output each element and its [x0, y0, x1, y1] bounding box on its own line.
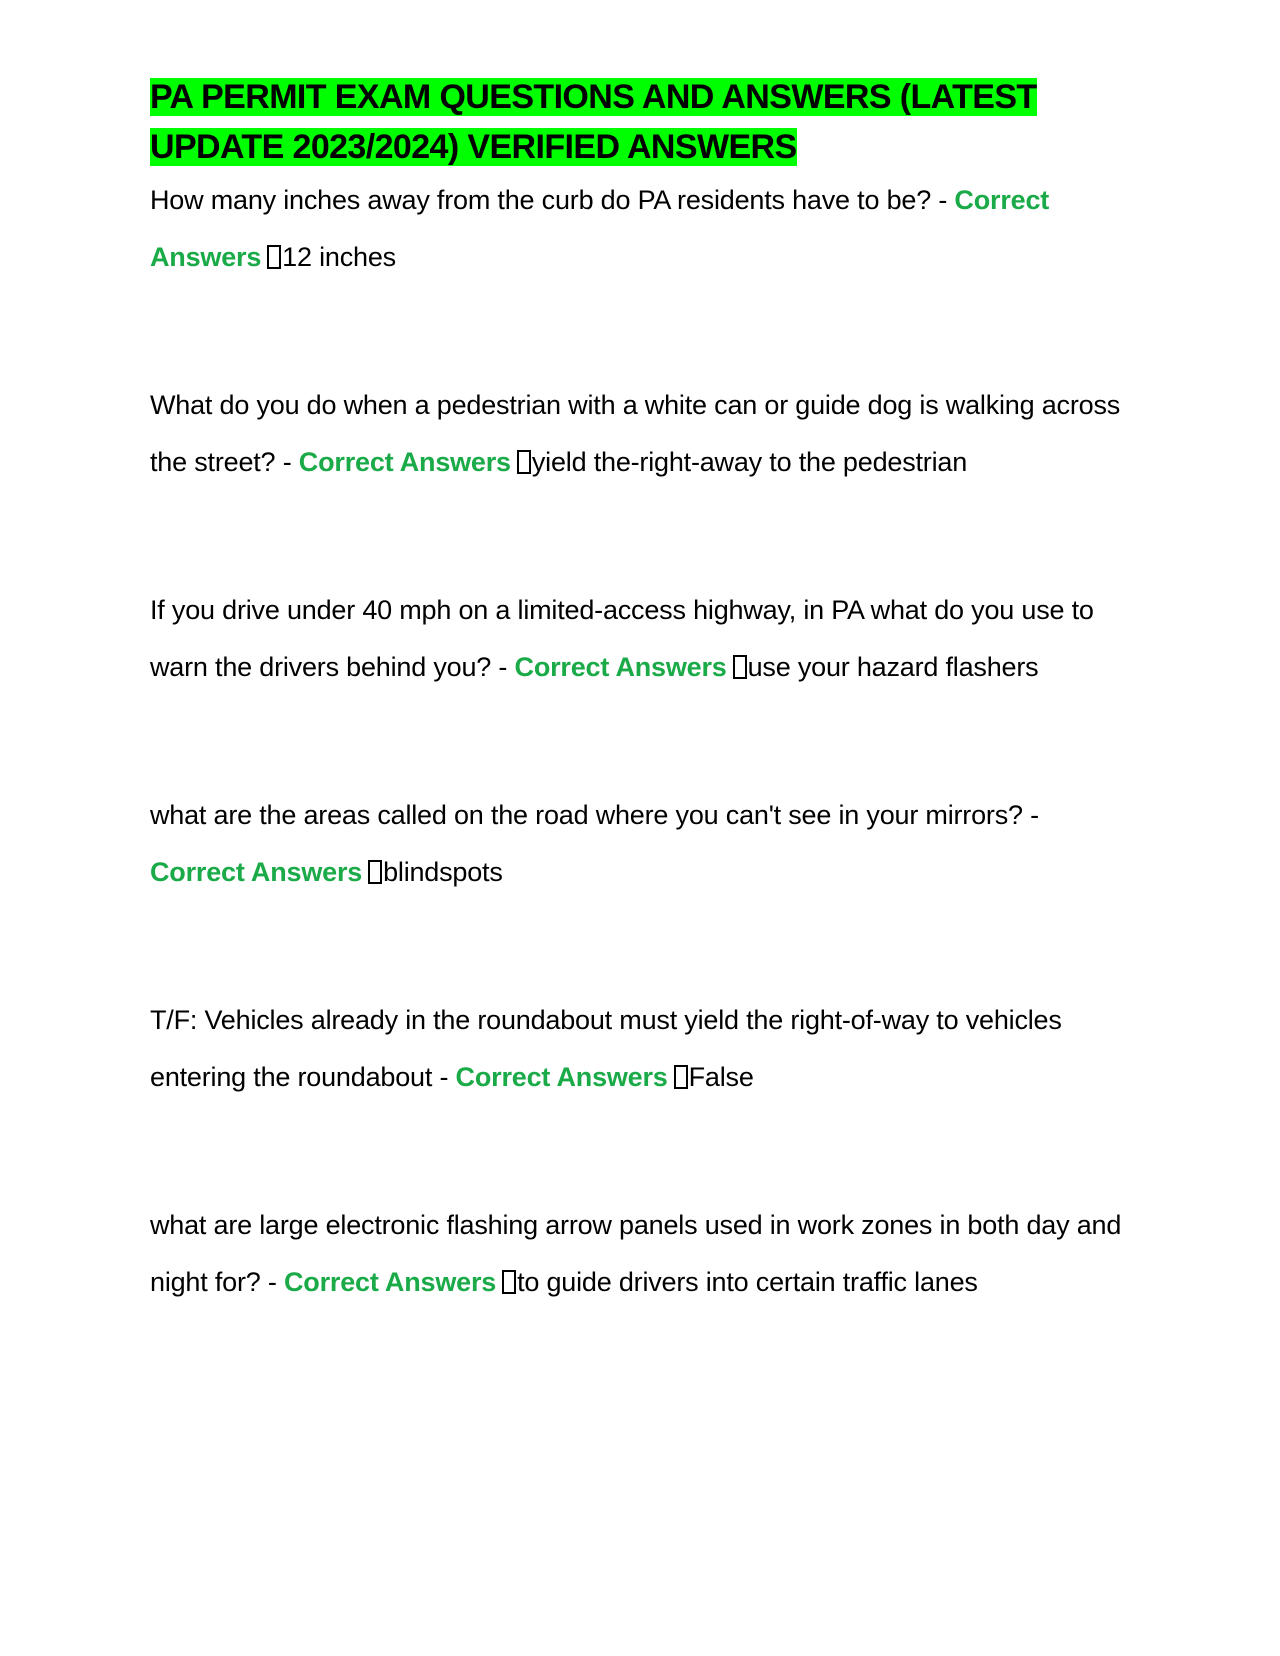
question-text: How many inches away from the curb do PA residents have to be?: [150, 185, 932, 215]
separator: -: [260, 1267, 284, 1297]
answer-text: use your hazard flashers: [747, 652, 1039, 682]
answer-text: to guide drivers into certain traffic lanes: [517, 1267, 978, 1297]
question-text: what are large electronic flashing arrow panels used in work zones in both day and night for?: [150, 1210, 1122, 1297]
missing-glyph-box-icon: [733, 655, 747, 679]
correct-answers-label: Correct Answers: [150, 857, 363, 887]
answer-text: False: [688, 1062, 754, 1092]
correct-answers-label: Correct Answers: [298, 447, 511, 477]
missing-glyph-box-icon: [368, 860, 382, 884]
answer-text: 12 inches: [282, 242, 396, 272]
separator: -: [1022, 800, 1039, 830]
correct-answers-label: Correct Answers: [455, 1062, 668, 1092]
qa-item-1: [150, 172, 1130, 286]
qa-item-3: [150, 582, 1130, 696]
missing-glyph-box-icon: [502, 1270, 516, 1294]
answer-text: yield the-right-away to the pedestrian: [531, 447, 968, 477]
question-text: What do you do when a pedestrian with a white can or guide dog is walking across the street?: [150, 390, 1121, 477]
missing-glyph-box-icon: [517, 450, 531, 474]
qa-item-5: [150, 992, 1130, 1106]
qa-item-4: [150, 787, 1130, 901]
qa-item-2: [150, 377, 1130, 491]
qa-item-6: [150, 1197, 1130, 1311]
separator: -: [275, 447, 299, 477]
separator: -: [491, 652, 515, 682]
answer-text: blindspots: [383, 857, 503, 887]
document-title: [150, 72, 1130, 172]
missing-glyph-box-icon: [267, 245, 281, 269]
separator: -: [432, 1062, 456, 1092]
correct-answers-label: Correct Answers: [283, 1267, 497, 1297]
correct-answers-label: Correct Answers: [150, 185, 1050, 272]
question-text: what are the areas called on the road where you can't see in your mirrors?: [150, 800, 1023, 830]
question-text: T/F: Vehicles already in the roundabout must yield the right-of-way to vehicles entering the roundabout: [150, 1005, 1062, 1092]
title-highlight: PA PERMIT EXAM QUESTIONS AND ANSWERS (LATEST UPDATE 2023/2024) VERIFIED ANSWERS: [150, 78, 1037, 166]
correct-answers-label: Correct Answers: [514, 652, 727, 682]
question-text: If you drive under 40 mph on a limited-access highway, in PA what do you use to warn the drivers behind you?: [150, 595, 1094, 682]
document-content: [150, 72, 1130, 1311]
missing-glyph-box-icon: [674, 1065, 688, 1089]
separator: -: [931, 185, 955, 215]
